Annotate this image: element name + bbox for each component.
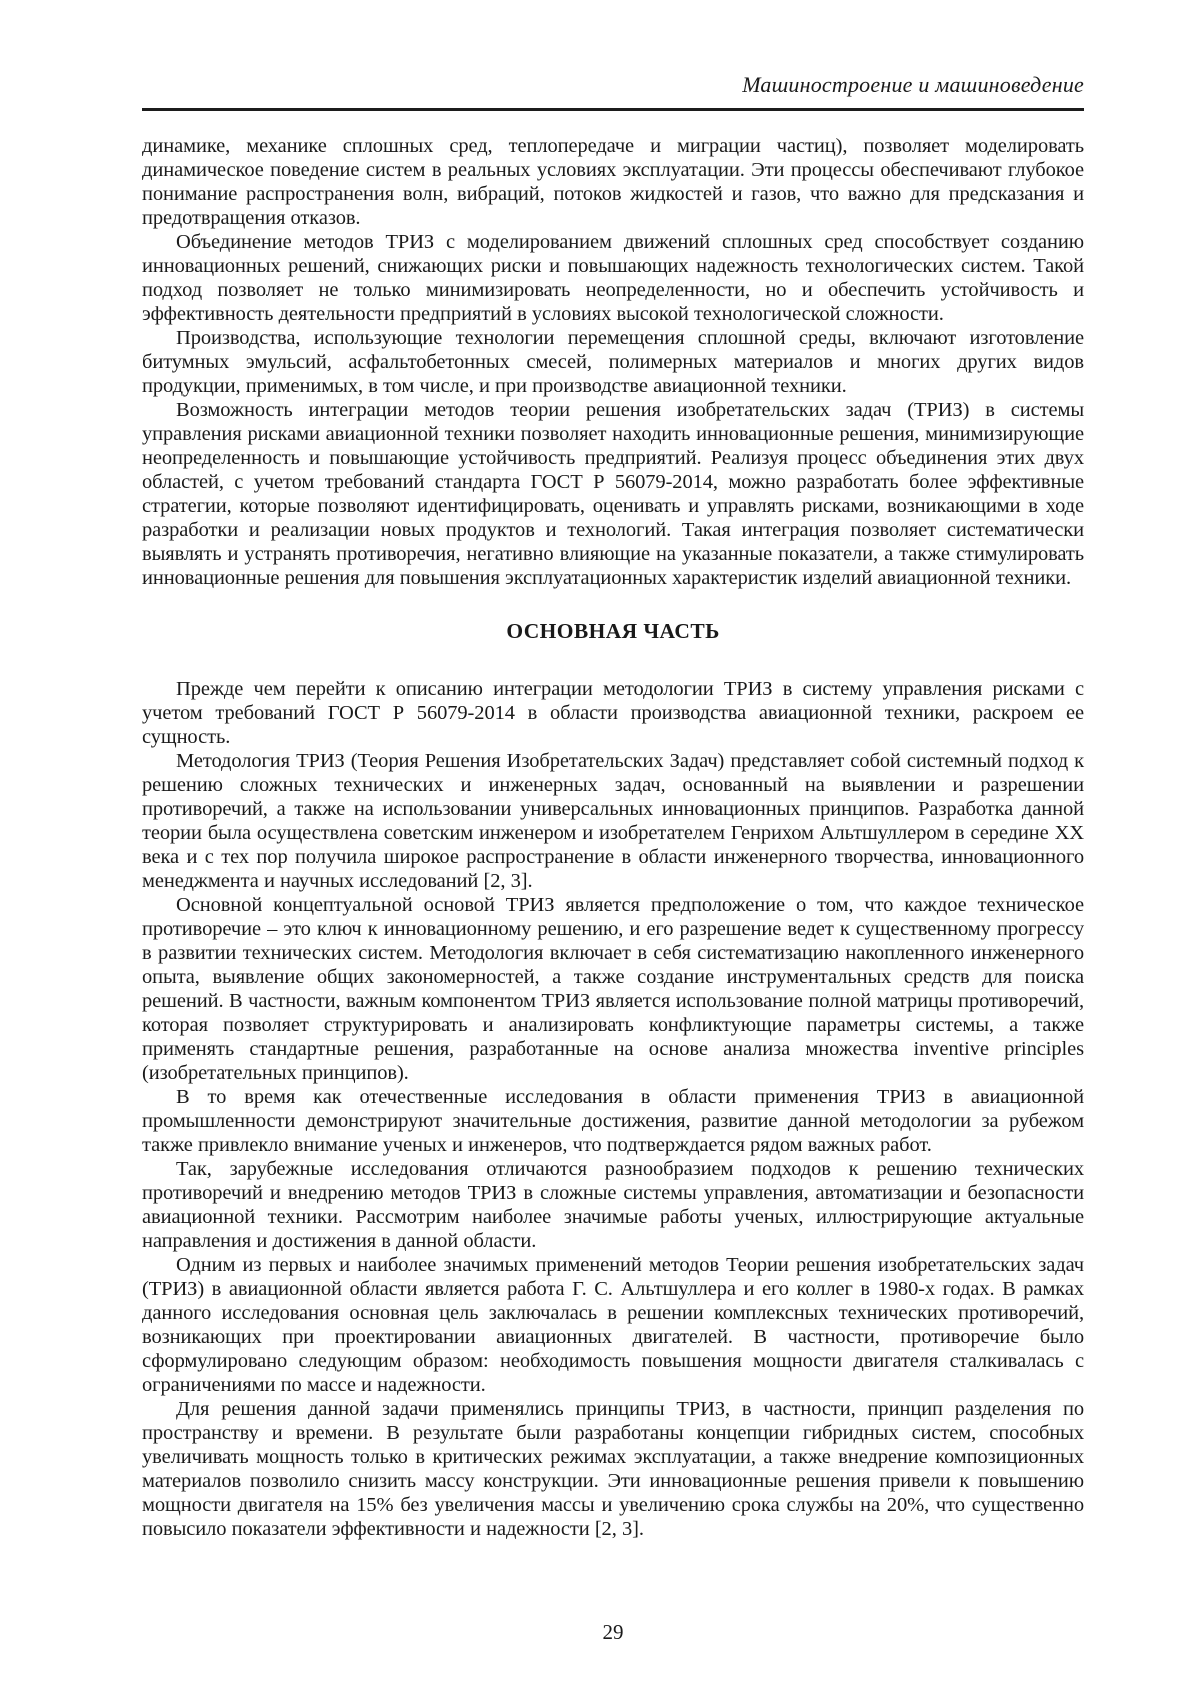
paragraph: Объединение методов ТРИЗ с моделированием движений сплошных сред способствует созданию инновационных решений, снижающих риски и повышающих надежность технологических систем. Такой подход позволяет не только минимизировать неопределенности, но и обеспечить устойчивость и эффективность деятельности предприятий в условиях высокой технологической сложности. <box>142 231 1084 325</box>
text-block <box>142 0 1084 1541</box>
running-head: Машиностроение и машиноведение <box>742 72 1084 97</box>
paragraph: В то время как отечественные исследования в области применения ТРИЗ в авиационной промышленности демонстрируют значительные достижения, развитие данной методологии за рубежом также привлекло внимание ученых и инженеров, что подтверждается рядом важных работ. <box>142 1086 1084 1156</box>
paragraph: Производства, использующие технологии перемещения сплошной среды, включают изготовление битумных эмульсий, асфальтобетонных смесей, полимерных материалов и многих других видов продукции, применимых, в том числе, и при производстве авиационной техники. <box>142 327 1084 397</box>
page-number: 29 <box>602 1620 624 1644</box>
paragraph: Методология ТРИЗ (Теория Решения Изобретательских Задач) представляет собой системный подход к решению сложных технических и инженерных задач, основанный на выявлении и разрешении противоречий, а также на использовании универсальных инновационных принципов. Разработка данной теории была осуществлена советским инженером и изобретателем Генрихом Альтшуллером в середине XX века и с тех пор получила широкое распространение в области инженерного творчества, инновационного менеджмента и научных исследований [2, 3]. <box>142 750 1084 892</box>
paragraph: Так, зарубежные исследования отличаются разнообразием подходов к решению технических противоречий и внедрению методов ТРИЗ в сложные системы управления, автоматизации и безопасности авиационной техники. Рассмотрим наиболее значимые работы ученых, иллюстрирующие актуальные направления и достижения в данной области. <box>142 1158 1084 1252</box>
article-body <box>142 134 1084 1541</box>
paragraph: Одним из первых и наиболее значимых применений методов Теории решения изобретательских задач (ТРИЗ) в авиационной области является работа Г. С. Альтшуллера и его коллег в 1980-х годах. В рамках данного исследования основная цель заключалась в решении комплексных технических противоречий, возникающих при проектировании авиационных двигателей. В частности, противоречие было сформулировано следующим образом: необходимость повышения мощности двигателя сталкивалась с ограничениями по массе и надежности. <box>142 1254 1084 1396</box>
paragraph: Прежде чем перейти к описанию интеграции методологии ТРИЗ в систему управления рисками с учетом требований ГОСТ Р 56079-2014 в области производства авиационной техники, раскроем ее сущность. <box>142 678 1084 748</box>
header-rule <box>142 108 1084 111</box>
paragraph: динамике, механике сплошных сред, теплопередаче и миграции частиц), позволяет моделировать динамическое поведение систем в реальных условиях эксплуатации. Эти процессы обеспечивают глубокое понимание распространения волн, вибраций, потоков жидкостей и газов, что важно для предсказания и предотвращения отказов. <box>142 135 1084 229</box>
paragraph: Возможность интеграции методов теории решения изобретательских задач (ТРИЗ) в системы управления рисками авиационной техники позволяет находить инновационные решения, минимизирующие неопределенность и повышающие устойчивость предприятий. Реализуя процесс объединения этих двух областей, с учетом требований стандарта ГОСТ Р 56079-2014, можно разработать более эффективные стратегии, которые позволяют идентифицировать, оценивать и управлять рисками, возникающими в ходе разработки и реализации новых продуктов и технологий. Такая интеграция позволяет систематически выявлять и устранять противоречия, негативно влияющие на указанные показатели, а также стимулировать инновационные решения для повышения эксплуатационных характеристик изделий авиационной техники. <box>142 399 1084 589</box>
paragraph: Основной концептуальной основой ТРИЗ является предположение о том, что каждое техническое противоречие – это ключ к инновационному решению, и его разрешение ведет к существенному прогрессу в развитии технических систем. Методология включает в себя систематизацию накопленного инженерного опыта, выявление общих закономерностей, а также создание инструментальных средств для поиска решений. В частности, важным компонентом ТРИЗ является использование полной матрицы противоречий, которая позволяет структурировать и анализировать конфликтующие параметры системы, а также применять стандартные решения, разработанные на основе анализа множества inventive principles (изобретательных принципов). <box>142 894 1084 1084</box>
paragraph: Для решения данной задачи применялись принципы ТРИЗ, в частности, принцип разделения по пространству и времени. В результате были разработаны концепции гибридных систем, способных увеличивать мощность только в критических режимах эксплуатации, а также внедрение композиционных материалов позволило снизить массу конструкции. Эти инновационные решения привели к повышению мощности двигателя на 15% без увеличения массы и увеличению срока службы на 20%, что существенно повысило показатели эффективности и надежности [2, 3]. <box>142 1398 1084 1540</box>
section-heading: ОСНОВНАЯ ЧАСТЬ <box>506 619 720 643</box>
